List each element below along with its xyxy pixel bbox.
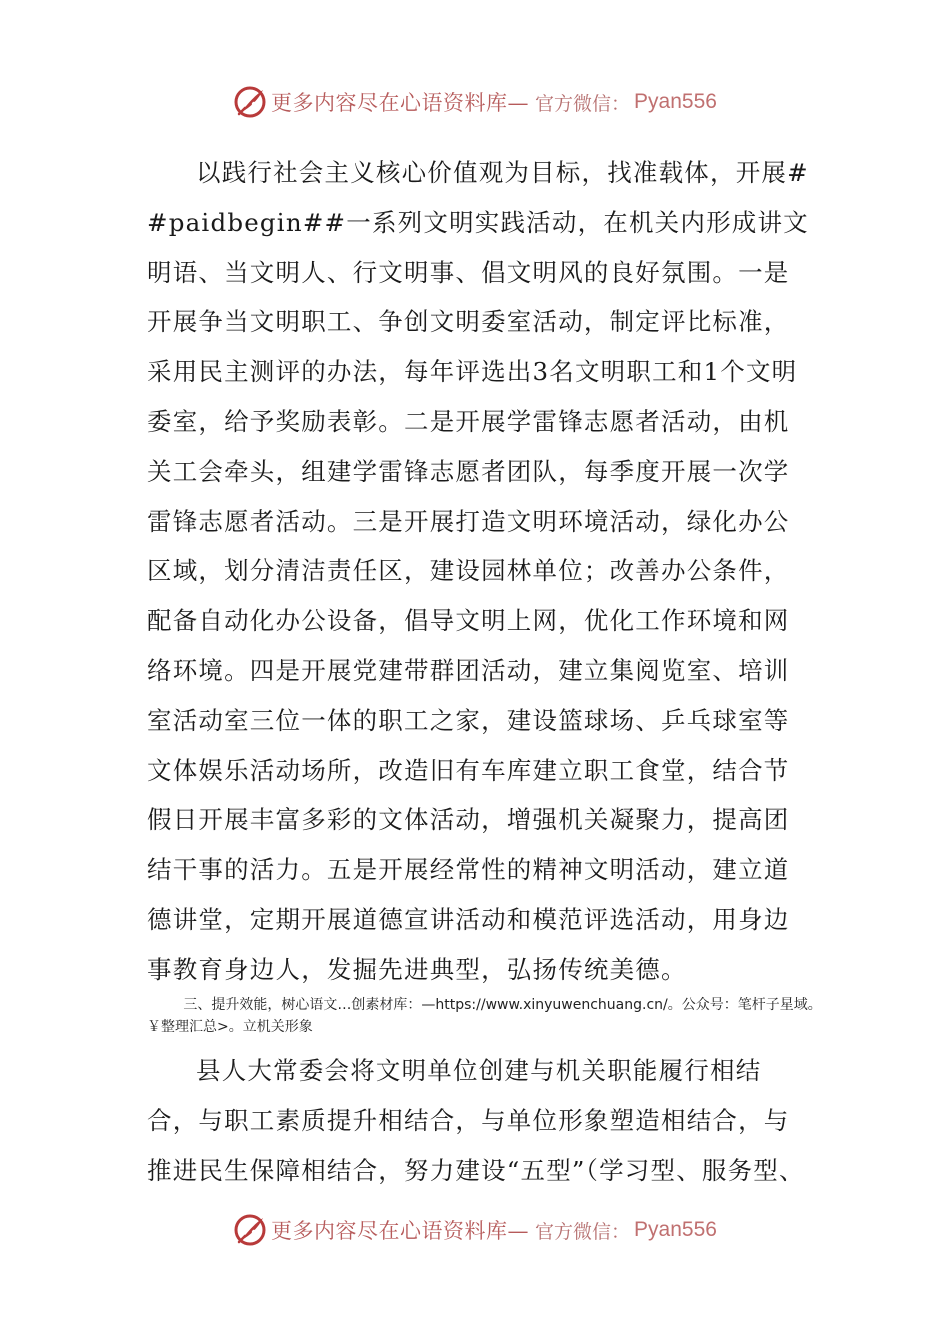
banner-text: 更多内容尽在心语资料库— bbox=[271, 91, 530, 115]
banner-wechat-id: Pyan556 bbox=[634, 90, 717, 113]
footer-watermark-banner bbox=[0, 1208, 950, 1252]
banner-wechat-id: Pyan556 bbox=[634, 1218, 717, 1241]
header-watermark-banner bbox=[0, 80, 950, 124]
body-paragraph-1: 以践行社会主义核心价值观为目标，找准载体，开展##paidbegin##一系列文明实践活动，在机关内形成讲文明语、当文明人、行文明事、倡文明风的良好氛围。一是开展争当文明职工、争创文明委室活动，制定评比标准，采用民主测评的办法，每年评选出3名文明职工和1个文明委室，给予奖励表彰。二是开展学雷锋志愿者活动，由机关工会牵头，组建学雷锋志愿者团队，每季度开展一次学雷锋志愿者活动。三是开展打造文明环境活动，绿化办公区域，划分清洁责任区，建设园林单位；改善办公条件，配备自动化办公设备，倡导文明上网，优化工作环境和网络环境。四是开展党建带群团活动，建立集阅览室、培训室活动室三位一体的职工之家，建设篮球场、乒乓球室等文体娱乐活动场所，改造旧有车库建立职工食堂，结合节假日开展丰富多彩的文体活动，增强机关凝聚力，提高团结干事的活力。五是开展经常性的精神文明活动，建立道德讲堂，定期开展道德宣讲活动和模范评选活动，用身边事教育身边人，发掘先进典型，弘扬传统美德。 bbox=[147, 158, 809, 984]
section-heading: 三、提升效能，树心语文…创素材库：—https://www.xinyuwenchuang.cn/。公众号：笔杆子星域。￥整理汇总>。立机关形象 bbox=[147, 997, 822, 1035]
banner-wechat-label: 官方微信： bbox=[535, 92, 631, 115]
quill-logo-icon bbox=[233, 1213, 267, 1247]
banner-text: 更多内容尽在心语资料库— bbox=[271, 1219, 530, 1243]
quill-logo-icon bbox=[233, 85, 267, 119]
body-paragraph-2: 县人大常委会将文明单位创建与机关职能履行相结合，与职工素质提升相结合，与单位形象塑造相结合，与推进民生保障相结合，努力建设“五型”（学习型、服务型、 bbox=[147, 1056, 805, 1185]
banner-wechat-label: 官方微信： bbox=[535, 1220, 631, 1243]
